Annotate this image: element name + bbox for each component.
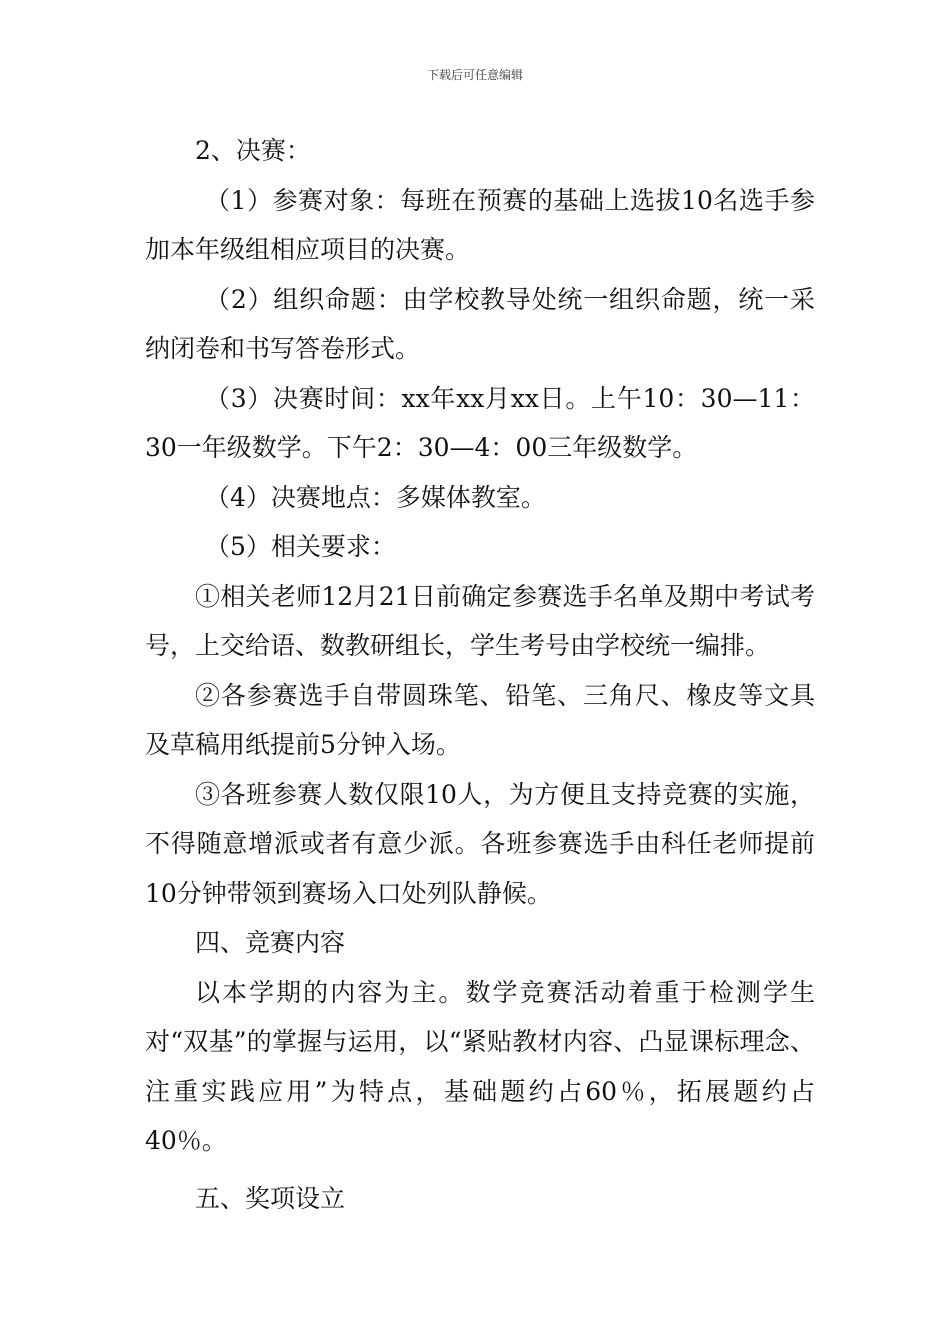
document-body [145, 126, 815, 1223]
section-heading-content: 四、竞赛内容 [195, 928, 346, 957]
paragraph-requirements-heading: （5）相关要求： [205, 532, 396, 561]
paragraph-final-time: （3）决赛时间：xx年xx月xx日。上午10：30—11：30一年级数学。下午2：30—4：00三年级数学。 [145, 383, 815, 462]
paragraph-final-location: （4）决赛地点：多媒体教室。 [205, 482, 546, 512]
paragraph-participants: （1）参赛对象：每班在预赛的基础上选拔10名选手参加本年级组相应项目的决赛。 [145, 185, 815, 264]
paragraph-content: 以本学期的内容为主。数学竞赛活动着重于检测学生对“双基”的掌握与运用，以“紧贴教材内容、凸显课标理念、注重实践应用”为特点，基础题约占60％，拓展题约占40％。 [145, 977, 815, 1155]
paragraph-final-heading: 2、决赛： [195, 136, 311, 165]
section-heading-awards: 五、奖项设立 [195, 1183, 346, 1213]
page-header: 下载后可任意编辑 [426, 68, 523, 82]
paragraph-proposition: （2）组织命题：由学校教导处统一组织命题，统一采纳闭卷和书写答卷形式。 [145, 284, 815, 363]
paragraph-requirement-2: ②各参赛选手自带圆珠笔、铅笔、三角尺、橡皮等文具及草稿用纸提前5分钟入场。 [145, 680, 815, 759]
paragraph-requirement-3: ③各班参赛人数仅限10人，为方便且支持竞赛的实施，不得随意增派或者有意少派。各班参赛选手由科任老师提前10分钟带领到赛场入口处列队静候。 [145, 779, 815, 908]
paragraph-requirement-1: ①相关老师12月21日前确定参赛选手名单及期中考试考号，上交给语、数教研组长，学生考号由学校统一编排。 [145, 581, 815, 660]
